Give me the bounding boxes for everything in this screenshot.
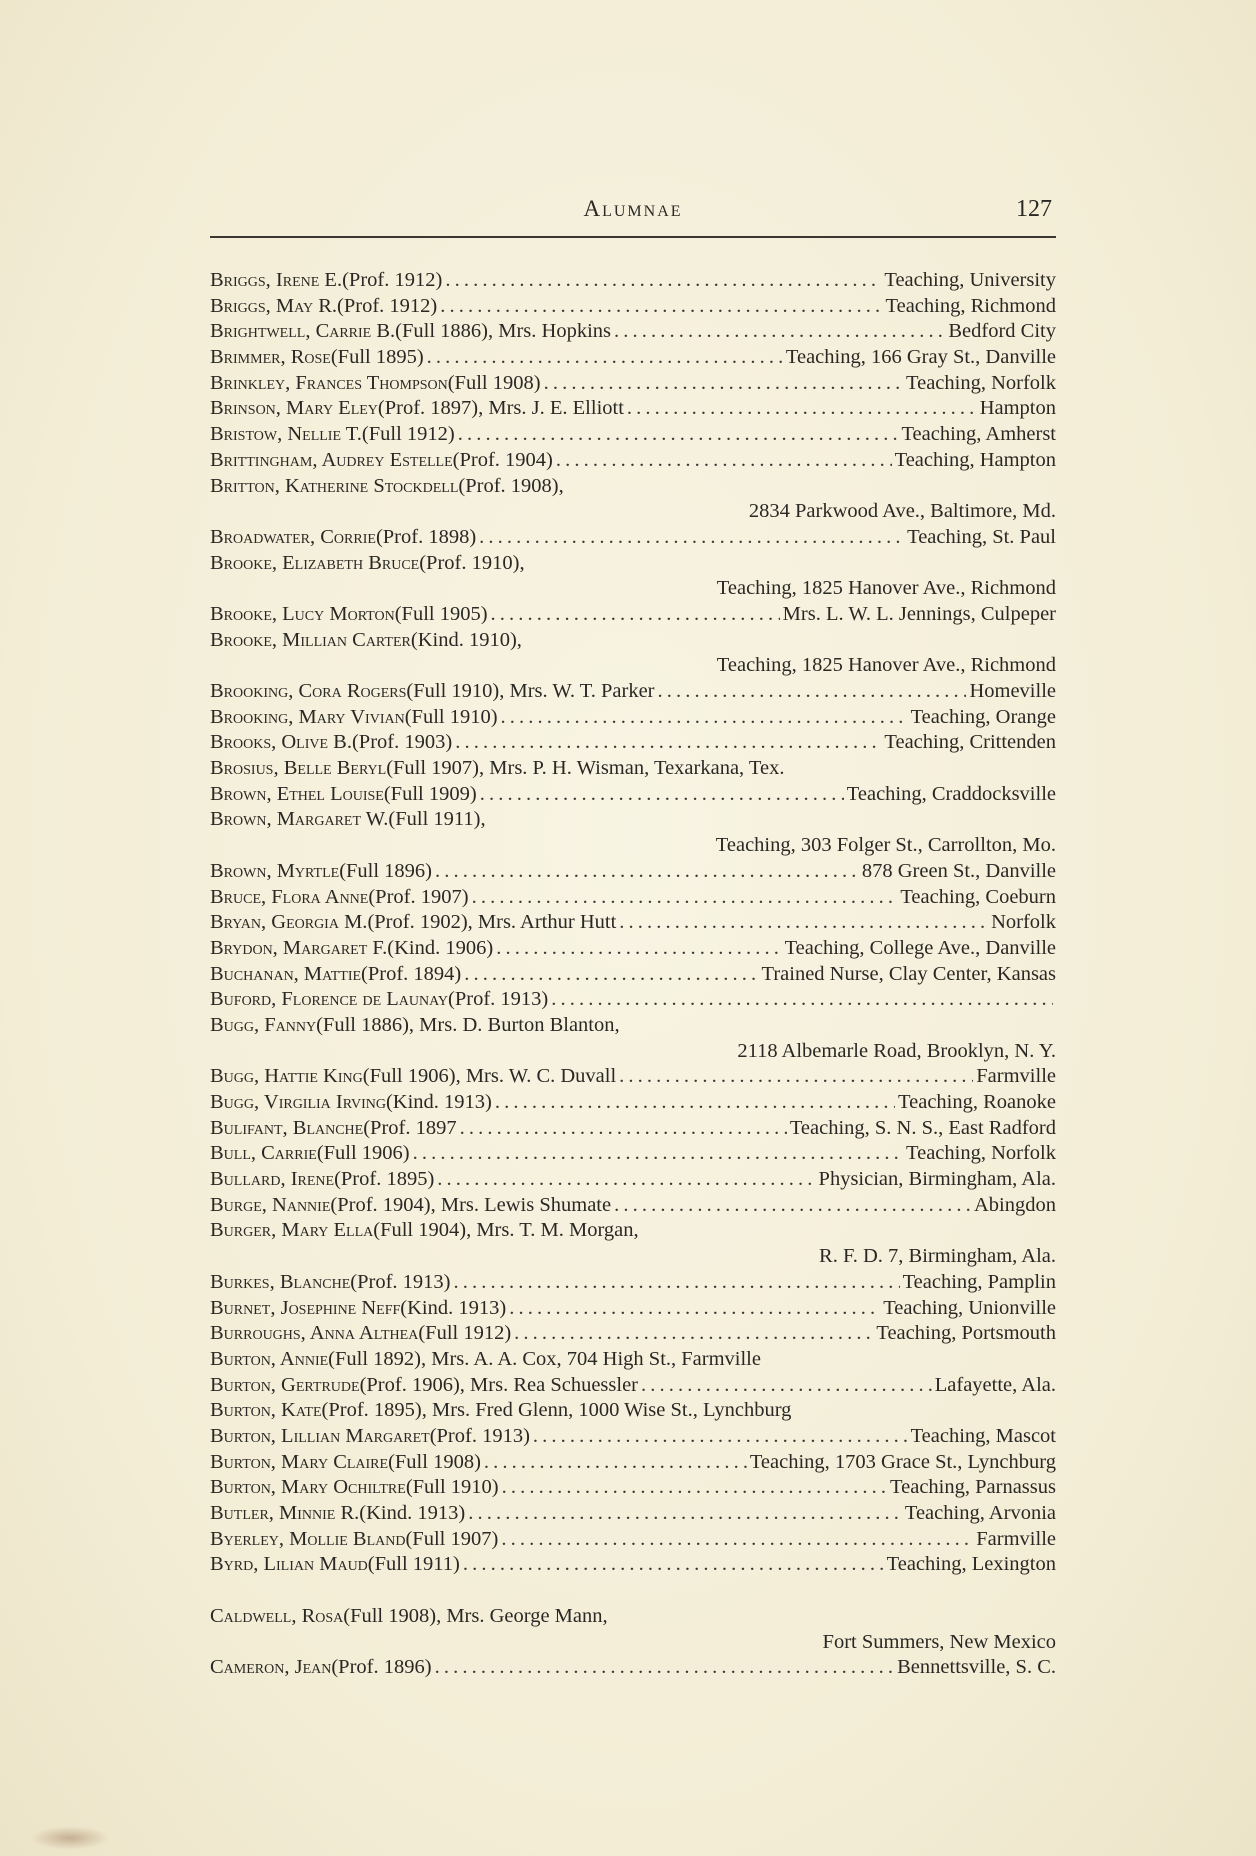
dot-leader — [496, 936, 781, 962]
course-info: (Prof. 1897 — [363, 1116, 457, 1139]
list-item — [210, 525, 1056, 551]
section-gap — [210, 1578, 1056, 1604]
list-item — [210, 936, 1056, 962]
alumna-name: Brosius, Belle Beryl — [210, 757, 387, 780]
dot-leader — [435, 859, 859, 885]
course-info: (Prof. 1906), Mrs. Rea Schuessler — [359, 1373, 638, 1396]
occupation-location: Teaching, 166 Gray St., Danville — [785, 346, 1056, 369]
page-number: 127 — [1016, 196, 1052, 222]
list-item — [210, 1218, 1056, 1269]
list-item — [210, 1398, 1056, 1424]
occupation-location: Teaching, Richmond — [885, 294, 1056, 317]
occupation-location: Teaching, Orange — [910, 705, 1056, 728]
occupation-location: Teaching, 1703 Grace St., Lynchburg — [749, 1450, 1056, 1473]
alumna-name: Brydon, Margaret F. — [210, 936, 388, 959]
dot-leader — [501, 1527, 973, 1553]
alumna-name: Brinson, Mary Eley — [210, 397, 378, 420]
entry-line — [210, 730, 1056, 756]
course-info: (Kind. 1910), — [410, 628, 522, 651]
course-info: (Full 1911), — [388, 808, 486, 831]
occupation-location: Physician, Birmingham, Ala. — [818, 1168, 1056, 1191]
course-info: (Full 1911) — [367, 1553, 460, 1576]
entry-line — [210, 602, 1056, 628]
entry-line — [210, 679, 1056, 705]
course-info: (Prof. 1913) — [350, 1270, 451, 1293]
dot-leader — [463, 1552, 884, 1578]
list-item — [210, 1604, 1056, 1655]
course-info: (Full 1906) — [316, 1142, 410, 1165]
alumna-name: Briggs, Irene E. — [210, 269, 343, 291]
dot-leader — [480, 782, 844, 808]
occupation-location: Teaching, Mascot — [910, 1424, 1056, 1447]
continuation-line: Teaching, 303 Folger St., Carrollton, Mo. — [715, 834, 1056, 857]
occupation-location: Norfolk — [991, 911, 1056, 934]
dot-leader — [514, 1321, 873, 1347]
course-info: (Prof. 1895) — [334, 1168, 435, 1191]
course-info: (Full 1896) — [339, 859, 433, 882]
entry-line — [210, 345, 1056, 371]
continuation-line: R. F. D. 7, Birmingham, Ala. — [819, 1245, 1056, 1268]
entry-line — [210, 1141, 1056, 1167]
list-item — [210, 1552, 1056, 1578]
continuation-line: 2118 Albemarle Road, Brooklyn, N. Y. — [737, 1039, 1056, 1062]
occupation-location: Teaching, University — [884, 269, 1056, 291]
course-info: (Prof. 1902), Mrs. Arthur Hutt — [367, 911, 617, 934]
alumna-name: Bulifant, Blanche — [210, 1116, 364, 1139]
entry-line — [210, 422, 1056, 448]
occupation-location: Lafayette, Ala. — [934, 1373, 1056, 1396]
entry-line — [210, 962, 1056, 988]
occupation-location: Teaching, Roanoke — [898, 1091, 1056, 1113]
alumna-name: Burton, Kate — [210, 1399, 322, 1422]
alumna-name: Brooking, Mary Vivian — [210, 705, 405, 728]
alumna-name: Caldwell, Rosa — [210, 1605, 344, 1628]
dot-leader — [619, 910, 988, 936]
alumna-name: Brooke, Lucy Morton — [210, 602, 395, 625]
occupation-location: Teaching, Amherst — [901, 423, 1056, 446]
occupation-location: Farmville — [976, 1527, 1056, 1550]
alumna-name: Brooks, Olive B. — [210, 731, 352, 754]
occupation-location: Teaching, St. Paul — [907, 525, 1056, 548]
occupation-location: Teaching, Arvonia — [904, 1502, 1056, 1524]
dot-leader — [455, 730, 881, 756]
dot-leader — [427, 345, 783, 371]
occupation-location: Teaching, Craddocksville — [846, 782, 1056, 805]
list-item — [210, 859, 1056, 885]
list-item — [210, 1167, 1056, 1193]
list-item — [210, 345, 1056, 371]
alumna-name: Buford, Florence de Launay — [210, 988, 449, 1011]
dot-leader — [551, 987, 1053, 1013]
entry-line — [210, 525, 1056, 551]
dot-leader — [544, 371, 903, 397]
alumna-name: Bruce, Flora Anne — [210, 885, 369, 908]
dot-leader — [458, 422, 899, 448]
list-item — [210, 962, 1056, 988]
occupation-location: Teaching, Norfolk — [906, 371, 1056, 394]
occupation-location: Teaching, Hampton — [894, 448, 1056, 471]
entry-line — [210, 628, 1056, 654]
list-item — [210, 294, 1056, 320]
alumna-name: Brooking, Cora Rogers — [210, 680, 407, 702]
course-info: (Prof. 1904), Mrs. Lewis Shumate — [330, 1193, 612, 1216]
list-item — [210, 782, 1056, 808]
alumna-name: Byerley, Mollie Bland — [210, 1527, 406, 1550]
dot-leader — [440, 294, 882, 320]
course-info: (Full 1907), Mrs. P. H. Wisman, Texarkana, Tex. — [386, 757, 785, 780]
alumna-name: Burton, Lillian Margaret — [210, 1424, 430, 1447]
alumna-name: Bull, Carrie — [210, 1142, 317, 1165]
alumna-name: Burkes, Blanche — [210, 1270, 351, 1293]
dot-leader — [445, 268, 881, 294]
dot-leader — [472, 885, 898, 911]
occupation-location: 878 Green St., Danville — [861, 859, 1056, 882]
occupation-location: Trained Nurse, Clay Center, Kansas — [761, 962, 1056, 985]
alumna-name: Brown, Margaret W. — [210, 808, 389, 831]
occupation-location: Teaching, Pamplin — [902, 1270, 1056, 1293]
entry-line — [210, 859, 1056, 885]
course-info: (Full 1908) — [447, 371, 541, 394]
alumna-name: Butler, Minnie R. — [210, 1502, 360, 1524]
entry-line — [210, 1475, 1056, 1501]
dot-leader — [501, 705, 908, 731]
occupation-location: Teaching, Unionville — [883, 1296, 1056, 1319]
dot-leader — [619, 1064, 973, 1090]
course-info: (Prof. 1895), Mrs. Fred Glenn, 1000 Wise St., Lynchburg — [321, 1399, 792, 1422]
entry-line — [210, 551, 1056, 577]
entry-line — [210, 1013, 1056, 1039]
alumna-name: Buchanan, Mattie — [210, 962, 362, 985]
alumna-name: Burger, Mary Ella — [210, 1219, 374, 1242]
dot-leader — [484, 1450, 747, 1476]
alumnae-list — [210, 268, 1056, 1681]
course-info: (Prof. 1897), Mrs. J. E. Elliott — [377, 397, 624, 420]
course-info: (Prof. 1913) — [448, 988, 549, 1011]
dot-leader — [495, 1090, 895, 1116]
course-info: (Prof. 1894) — [361, 962, 462, 985]
list-item — [210, 551, 1056, 602]
course-info: (Full 1910) — [405, 1476, 499, 1499]
page-header — [210, 196, 1056, 236]
entry-line — [210, 1064, 1056, 1090]
entry-line — [210, 1193, 1056, 1219]
continuation-line: Fort Summers, New Mexico — [822, 1630, 1056, 1653]
dot-leader — [413, 1141, 903, 1167]
list-item — [210, 474, 1056, 525]
list-item — [210, 679, 1056, 705]
page-stain — [30, 1826, 110, 1850]
entry-line — [210, 1552, 1056, 1578]
course-info: (Prof. 1896) — [331, 1656, 432, 1679]
dot-leader — [453, 1270, 899, 1296]
list-item — [210, 1475, 1056, 1501]
entry-line — [210, 1218, 1056, 1244]
dot-leader — [468, 1501, 902, 1527]
alumna-name: Brinkley, Frances Thompson — [210, 371, 448, 394]
continuation-line: Teaching, 1825 Hanover Ave., Richmond — [716, 654, 1056, 677]
dot-leader — [614, 319, 945, 345]
dot-leader — [509, 1296, 880, 1322]
alumna-name: Burnet, Josephine Neff — [210, 1296, 401, 1319]
entry-line — [210, 1604, 1056, 1630]
course-info: (Full 1905) — [394, 602, 488, 625]
list-item — [210, 987, 1056, 1013]
alumna-name: Brightwell, Carrie B. — [210, 320, 396, 343]
course-info: (Prof. 1904) — [452, 448, 553, 471]
list-item — [210, 1373, 1056, 1399]
list-item — [210, 319, 1056, 345]
course-info: (Kind. 1913) — [400, 1296, 507, 1319]
entry-line — [210, 1655, 1056, 1681]
entry-line — [210, 474, 1056, 500]
dot-leader — [627, 396, 977, 422]
course-info: (Full 1892), Mrs. A. A. Cox, 704 High St., Farmville — [328, 1347, 761, 1370]
continuation-line: 2834 Parkwood Ave., Baltimore, Md. — [748, 500, 1056, 523]
alumna-name: Bristow, Nellie T. — [210, 423, 362, 446]
list-item — [210, 602, 1056, 628]
list-item — [210, 756, 1056, 782]
alumna-name: Bullard, Irene — [210, 1168, 335, 1191]
list-item — [210, 1116, 1056, 1142]
course-info: (Full 1886), Mrs. Hopkins — [395, 320, 612, 343]
course-info: (Prof. 1903) — [351, 731, 453, 754]
occupation-location: Teaching, Lexington — [886, 1553, 1056, 1576]
dot-leader — [460, 1116, 787, 1142]
alumna-name: Brooke, Elizabeth Bruce — [210, 551, 420, 574]
course-info: (Full 1904), Mrs. T. M. Morgan, — [373, 1219, 639, 1242]
entry-line — [210, 319, 1056, 345]
course-info: (Full 1912) — [418, 1322, 512, 1345]
occupation-location: Farmville — [976, 1065, 1056, 1088]
dot-leader — [641, 1373, 932, 1399]
list-item — [210, 448, 1056, 474]
dot-leader — [533, 1424, 908, 1450]
list-item — [210, 705, 1056, 731]
entry-line — [210, 936, 1056, 962]
list-item — [210, 1655, 1056, 1681]
occupation-location: Abingdon — [974, 1193, 1056, 1216]
list-item — [210, 1090, 1056, 1116]
course-info: (Full 1912) — [361, 423, 455, 446]
alumna-name: Burton, Mary Claire — [210, 1450, 389, 1473]
entry-line — [210, 1347, 1056, 1373]
list-item — [210, 1064, 1056, 1090]
alumna-name: Bugg, Fanny — [210, 1013, 317, 1036]
course-info: (Prof. 1910), — [419, 551, 525, 574]
dot-leader — [502, 1475, 887, 1501]
header-rule — [210, 236, 1056, 238]
alumna-name: Burton, Gertrude — [210, 1373, 360, 1396]
alumna-name: Brooke, Millian Carter — [210, 628, 411, 651]
entry-line — [210, 705, 1056, 731]
entry-line — [210, 807, 1056, 833]
course-info: (Prof. 1898) — [375, 525, 477, 548]
occupation-location: Bennettsville, S. C. — [897, 1656, 1056, 1679]
list-item — [210, 1013, 1056, 1064]
entry-line — [210, 294, 1056, 320]
course-info: (Full 1910), Mrs. W. T. Parker — [406, 680, 655, 702]
list-item — [210, 807, 1056, 858]
list-item — [210, 396, 1056, 422]
entry-line — [210, 1527, 1056, 1553]
dot-leader — [658, 679, 967, 705]
occupation-location: Teaching, Norfolk — [906, 1142, 1056, 1165]
course-info: (Kind. 1913) — [359, 1502, 466, 1524]
continuation-line: Teaching, 1825 Hanover Ave., Richmond — [716, 577, 1056, 600]
alumna-name: Brimmer, Rose — [210, 346, 331, 369]
entry-line — [210, 1321, 1056, 1347]
course-info: (Full 1906), Mrs. W. C. Duvall — [362, 1065, 617, 1088]
occupation-location: Bedford City — [948, 320, 1056, 343]
course-info: (Full 1895) — [330, 346, 424, 369]
entry-line — [210, 987, 1056, 1013]
entry-line — [210, 1116, 1056, 1142]
alumna-name: Burton, Annie — [210, 1347, 329, 1370]
dot-leader — [556, 448, 892, 474]
entry-line — [210, 1501, 1056, 1527]
entry-line — [210, 782, 1056, 808]
entry-line — [210, 448, 1056, 474]
alumna-name: Brittingham, Audrey Estelle — [210, 448, 453, 471]
course-info: (Full 1908) — [388, 1450, 481, 1473]
course-info: (Kind. 1913) — [385, 1091, 492, 1113]
list-item — [210, 1450, 1056, 1476]
list-item — [210, 885, 1056, 911]
occupation-location: Teaching, S. N. S., East Radford — [789, 1116, 1056, 1139]
course-info: (Prof. 1908), — [458, 474, 564, 497]
course-info: (Full 1886), Mrs. D. Burton Blanton, — [316, 1013, 620, 1036]
list-item — [210, 730, 1056, 756]
alumna-name: Bryan, Georgia M. — [210, 911, 368, 934]
list-item — [210, 371, 1056, 397]
entry-line — [210, 1270, 1056, 1296]
course-info: (Prof. 1912) — [342, 269, 443, 291]
entry-line — [210, 1450, 1056, 1476]
occupation-location: Mrs. L. W. L. Jennings, Culpeper — [782, 602, 1056, 625]
alumna-name: Broadwater, Corrie — [210, 525, 376, 548]
list-item — [210, 628, 1056, 679]
alumna-name: Bugg, Virgilia Irving — [210, 1091, 386, 1113]
entry-line — [210, 1424, 1056, 1450]
list-item — [210, 910, 1056, 936]
list-item — [210, 1321, 1056, 1347]
dot-leader — [464, 962, 758, 988]
course-info: (Prof. 1913) — [429, 1424, 530, 1447]
course-info: (Kind. 1906) — [387, 936, 494, 959]
occupation-location: Homeville — [969, 680, 1056, 702]
entry-line — [210, 1167, 1056, 1193]
entry-line — [210, 910, 1056, 936]
list-item — [210, 268, 1056, 294]
entry-line — [210, 1296, 1056, 1322]
alumna-name: Brown, Myrtle — [210, 859, 340, 882]
alumna-name: Burge, Nannie — [210, 1193, 331, 1216]
occupation-location: Hampton — [979, 397, 1056, 420]
dot-leader — [435, 1655, 895, 1681]
list-item — [210, 1501, 1056, 1527]
occupation-location: Teaching, Coeburn — [900, 885, 1056, 908]
occupation-location: Teaching, College Ave., Danville — [784, 936, 1056, 959]
course-info: (Full 1908), Mrs. George Mann, — [343, 1605, 608, 1628]
occupation-location: Teaching, Crittenden — [884, 731, 1056, 754]
alumna-name: Cameron, Jean — [210, 1656, 332, 1679]
course-info: (Full 1907) — [405, 1527, 499, 1550]
alumna-name: Byrd, Lilian Maud — [210, 1553, 368, 1576]
dot-leader — [437, 1167, 815, 1193]
course-info: (Full 1909) — [383, 782, 477, 805]
course-info: (Full 1910) — [404, 705, 498, 728]
list-item — [210, 1193, 1056, 1219]
dot-leader — [479, 525, 904, 551]
course-info: (Prof. 1912) — [337, 294, 438, 317]
running-title: Alumnae — [583, 196, 683, 221]
entry-line — [210, 371, 1056, 397]
list-item — [210, 1296, 1056, 1322]
list-item — [210, 1141, 1056, 1167]
occupation-location: Teaching, Portsmouth — [876, 1322, 1056, 1345]
dot-leader — [491, 602, 780, 628]
entry-line — [210, 396, 1056, 422]
dot-leader — [614, 1193, 971, 1219]
alumna-name: Britton, Katherine Stockdell — [210, 474, 459, 497]
entry-line — [210, 1398, 1056, 1424]
entry-line — [210, 1090, 1056, 1116]
list-item — [210, 422, 1056, 448]
alumna-name: Burroughs, Anna Althea — [210, 1322, 419, 1345]
occupation-location: Teaching, Parnassus — [890, 1476, 1056, 1499]
entry-line — [210, 885, 1056, 911]
alumna-name: Briggs, May R. — [210, 294, 338, 317]
list-item — [210, 1527, 1056, 1553]
entry-line — [210, 268, 1056, 294]
course-info: (Prof. 1907) — [368, 885, 469, 908]
list-item — [210, 1270, 1056, 1296]
entry-line — [210, 756, 1056, 782]
alumna-name: Brown, Ethel Louise — [210, 782, 384, 805]
alumna-name: Burton, Mary Ochiltre — [210, 1476, 406, 1499]
alumna-name: Bugg, Hattie King — [210, 1065, 363, 1088]
list-item — [210, 1424, 1056, 1450]
list-item — [210, 1347, 1056, 1373]
entry-line — [210, 1373, 1056, 1399]
